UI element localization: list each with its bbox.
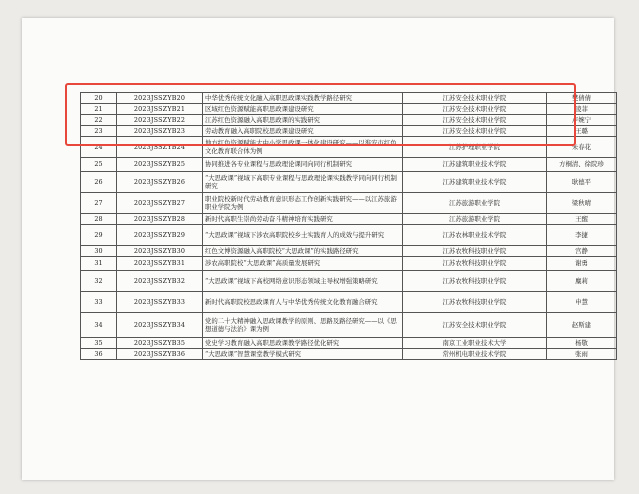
project-title: “大思政课”视域下高校网络意识形态领域主导权增强策略研究 <box>203 271 403 291</box>
table-row <box>81 292 617 313</box>
principal-investigator: 申慧 <box>547 292 617 312</box>
row-number: 34 <box>81 313 117 337</box>
row-number: 22 <box>81 115 117 125</box>
row-number: 27 <box>81 193 117 213</box>
institution-name: 江苏安全技术职业学院 <box>403 313 547 337</box>
institution-name: 江苏安全技术职业学院 <box>403 93 547 103</box>
principal-investigator: 张雨 <box>547 349 617 359</box>
principal-investigator: 梁秋晴 <box>547 193 617 213</box>
principal-investigator: 谢勇 <box>547 257 617 270</box>
table-row <box>81 246 617 257</box>
table-row <box>81 104 617 115</box>
table-row <box>81 313 617 338</box>
project-code: 2023JSSZYB32 <box>117 271 203 291</box>
project-title: 中华优秀传统文化融入高职思政课实践教学路径研究 <box>203 93 403 103</box>
institution-name: 江苏安全技术职业学院 <box>403 115 547 125</box>
principal-investigator: 耿德平 <box>547 172 617 192</box>
project-code: 2023JSSZYB21 <box>117 104 203 114</box>
row-number: 21 <box>81 104 117 114</box>
institution-name: 常州机电职业技术学院 <box>403 349 547 359</box>
institution-name: 江苏农林职业技术学院 <box>403 225 547 245</box>
institution-name: 江苏农牧科技职业学院 <box>403 271 547 291</box>
project-list-table <box>80 92 617 360</box>
table-row <box>81 214 617 225</box>
project-title: 红色文博资源融入高职院校“大思政课”的实践路径研究 <box>203 246 403 256</box>
institution-name: 江苏旅游职业学院 <box>403 214 547 224</box>
institution-name: 江苏安全技术职业学院 <box>403 126 547 136</box>
row-number: 33 <box>81 292 117 312</box>
institution-name: 江苏安全技术职业学院 <box>403 104 547 114</box>
project-title: “大思政课”视域下涉农高职院校乡土实践育人的成效与提升研究 <box>203 225 403 245</box>
project-code: 2023JSSZYB28 <box>117 214 203 224</box>
institution-name: 江苏农牧科技职业学院 <box>403 257 547 270</box>
institution-name: 江苏建筑职业技术学院 <box>403 172 547 192</box>
table-row <box>81 271 617 292</box>
project-code: 2023JSSZYB26 <box>117 172 203 192</box>
principal-investigator: 卢婉宁 <box>547 115 617 125</box>
project-code: 2023JSSZYB22 <box>117 115 203 125</box>
project-title: 区域红色资源赋能高职思政课建设研究 <box>203 104 403 114</box>
project-code: 2023JSSZYB29 <box>117 225 203 245</box>
principal-investigator: 王醒 <box>547 214 617 224</box>
institution-name: 江苏农牧科技职业学院 <box>403 246 547 256</box>
table-row <box>81 158 617 172</box>
project-code: 2023JSSZYB36 <box>117 349 203 359</box>
row-number: 35 <box>81 338 117 348</box>
row-number: 20 <box>81 93 117 103</box>
project-title: 江苏红色资源融入高职思政课的实践研究 <box>203 115 403 125</box>
row-number: 29 <box>81 225 117 245</box>
project-title: “大思政课”智慧课堂教学模式研究 <box>203 349 403 359</box>
row-number: 28 <box>81 214 117 224</box>
row-number: 31 <box>81 257 117 270</box>
project-title: 劳动教育融入高职院校思政课建设研究 <box>203 126 403 136</box>
project-title: 党史学习教育融入高职思政课教学路径优化研究 <box>203 338 403 348</box>
principal-investigator: 赵斯建 <box>547 313 617 337</box>
table-row <box>81 225 617 246</box>
project-title: 地方红色资源赋能大中小学思政课一体化建设研究——以淮安市红色文化教育联合体为例 <box>203 137 403 157</box>
row-number: 36 <box>81 349 117 359</box>
principal-investigator: 王璐 <box>547 126 617 136</box>
row-number: 23 <box>81 126 117 136</box>
document-page <box>22 18 614 480</box>
project-title: “大思政课”视域下高职专业课程与思政理论课实践教学同向同行机制研究 <box>203 172 403 192</box>
principal-investigator: 樊倩倩 <box>547 93 617 103</box>
project-title: 党的二十大精神融入思政课教学的原则、思路及路径研究——以《思想道德与法治》课为例 <box>203 313 403 337</box>
project-code: 2023JSSZYB24 <box>117 137 203 157</box>
table-row <box>81 172 617 193</box>
institution-name: 江苏护理职业学院 <box>403 137 547 157</box>
institution-name: 江苏旅游职业学院 <box>403 193 547 213</box>
institution-name: 江苏农牧科技职业学院 <box>403 292 547 312</box>
table-row <box>81 338 617 349</box>
table-row <box>81 115 617 126</box>
principal-investigator: 凌菲 <box>547 104 617 114</box>
principal-investigator: 李捷 <box>547 225 617 245</box>
institution-name: 南京工业职业技术大学 <box>403 338 547 348</box>
principal-investigator: 方桐清、徐院珍 <box>547 158 617 171</box>
table-row <box>81 349 617 360</box>
project-code: 2023JSSZYB35 <box>117 338 203 348</box>
principal-investigator: 朱春花 <box>547 137 617 157</box>
project-code: 2023JSSZYB31 <box>117 257 203 270</box>
project-code: 2023JSSZYB30 <box>117 246 203 256</box>
principal-investigator: 宫静 <box>547 246 617 256</box>
table-row <box>81 193 617 214</box>
project-code: 2023JSSZYB33 <box>117 292 203 312</box>
principal-investigator: 麋莉 <box>547 271 617 291</box>
project-code: 2023JSSZYB25 <box>117 158 203 171</box>
project-title: 新时代高职院校思政课育人与中华优秀传统文化教育融合研究 <box>203 292 403 312</box>
row-number: 25 <box>81 158 117 171</box>
project-code: 2023JSSZYB27 <box>117 193 203 213</box>
table-row <box>81 137 617 158</box>
project-code: 2023JSSZYB23 <box>117 126 203 136</box>
row-number: 32 <box>81 271 117 291</box>
project-title: 涉农高职院校“大思政课”高质量发展研究 <box>203 257 403 270</box>
project-title: 新时代高职生崇尚劳动奋斗精神培育实践研究 <box>203 214 403 224</box>
institution-name: 江苏建筑职业技术学院 <box>403 158 547 171</box>
project-code: 2023JSSZYB20 <box>117 93 203 103</box>
row-number: 26 <box>81 172 117 192</box>
row-number: 24 <box>81 137 117 157</box>
project-title: 职业院校新时代劳动教育意识形态工作创新实践研究——以江苏旅游职业学院为例 <box>203 193 403 213</box>
table-row <box>81 93 617 104</box>
table-row <box>81 126 617 137</box>
row-number: 30 <box>81 246 117 256</box>
table-row <box>81 257 617 271</box>
project-code: 2023JSSZYB34 <box>117 313 203 337</box>
project-title: 协同推进各专业课程与思政理论课同向同行机制研究 <box>203 158 403 171</box>
principal-investigator: 杨敬 <box>547 338 617 348</box>
